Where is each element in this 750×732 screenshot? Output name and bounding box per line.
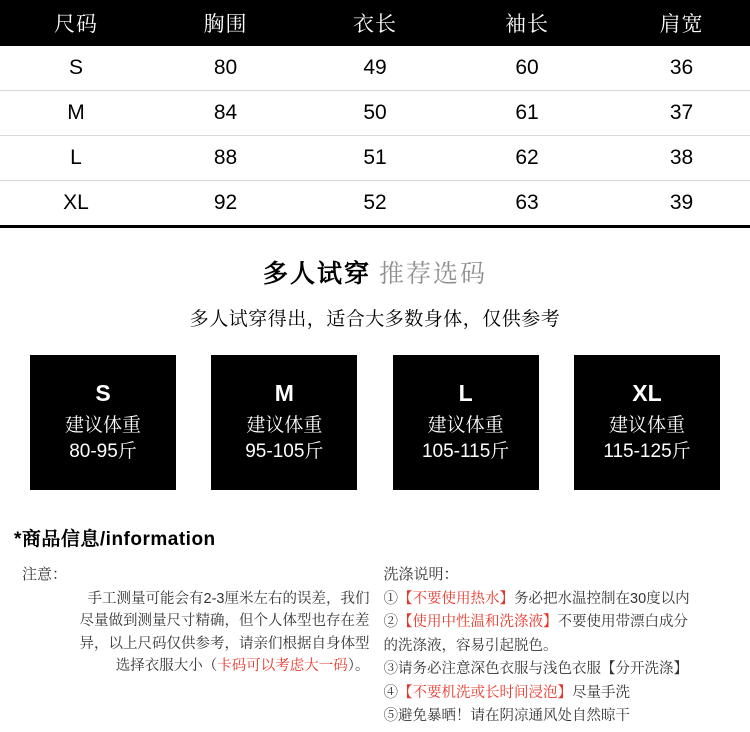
recommend-card-l xyxy=(393,355,539,490)
card-weight-label: 建议体重 xyxy=(246,414,323,436)
card-size-label: M xyxy=(274,380,294,407)
product-info-body xyxy=(0,563,750,729)
size-cell: S xyxy=(0,46,152,91)
size-cell: 60 xyxy=(451,46,603,91)
size-cell: 61 xyxy=(451,91,603,136)
size-table xyxy=(0,0,750,228)
card-weight-label: 建议体重 xyxy=(608,414,685,436)
list-item xyxy=(384,611,735,633)
wash-item-text: 避免暴晒！请在阴凉通风处自然晾干 xyxy=(398,708,630,725)
size-cell: 52 xyxy=(299,181,451,227)
table-row xyxy=(0,91,750,136)
notice-column xyxy=(22,563,376,729)
size-cell: XL xyxy=(0,181,152,227)
size-cell: 92 xyxy=(152,181,299,227)
wash-item-text: 尽量手洗 xyxy=(572,684,630,701)
list-item xyxy=(384,705,735,727)
size-cell: 36 xyxy=(603,46,750,91)
wash-item-text: 务必把水温控制在30度以内 xyxy=(514,591,690,607)
size-table-header-cell: 袖长 xyxy=(451,0,603,46)
wash-item-number: ⑤ xyxy=(383,708,398,725)
recommend-card-xl xyxy=(574,355,720,490)
recommend-title xyxy=(0,254,750,290)
size-cell: 84 xyxy=(152,91,299,136)
size-cell: 88 xyxy=(152,136,299,181)
notice-line-4 xyxy=(22,655,370,677)
recommend-subtitle: 多人试穿得出，适合大多数身体，仅供参考 xyxy=(189,309,561,330)
card-size-label: L xyxy=(458,380,473,407)
list-item xyxy=(384,588,735,610)
table-row xyxy=(0,181,750,227)
size-table-header-cell: 尺码 xyxy=(0,0,152,46)
product-info-header: *商品信息/information xyxy=(14,529,216,550)
list-item xyxy=(384,682,735,704)
size-cell: 49 xyxy=(299,46,451,91)
card-size-label: XL xyxy=(632,380,662,407)
card-weight-label: 建议体重 xyxy=(427,414,504,436)
wash-item-text: 的洗涤液，容易引起脱色。 xyxy=(383,637,558,654)
wash-column xyxy=(376,563,735,729)
notice-line-4-pre: 选择衣服大小（ xyxy=(115,658,218,675)
notice-line-3: 异，以上尺码仅供参考，请亲们根据自身体型 xyxy=(79,635,370,652)
recommend-cards xyxy=(0,355,750,490)
wash-item-text: 不要使用带漂白成分 xyxy=(557,614,688,631)
size-table-header-cell: 肩宽 xyxy=(603,0,750,46)
wash-item-number: ④ xyxy=(383,684,398,701)
wash-item-number: ② xyxy=(383,614,398,631)
wash-instructions xyxy=(384,588,735,728)
list-item xyxy=(384,658,735,680)
size-cell: 62 xyxy=(451,136,603,181)
card-weight-value: 115-125斤 xyxy=(603,441,691,463)
card-weight-value: 80-95斤 xyxy=(69,441,137,463)
size-table-header-row xyxy=(0,0,750,46)
size-cell: 39 xyxy=(603,181,750,227)
recommend-card-m xyxy=(211,355,357,490)
notice-title: 注意： xyxy=(22,566,68,583)
wash-item-highlight: 【使用中性温和洗涤液】 xyxy=(398,614,558,631)
recommend-title-strong: 多人试穿 xyxy=(262,260,371,288)
recommend-card-s xyxy=(30,355,176,490)
notice-line-4-post: ）。 xyxy=(347,658,370,675)
list-item xyxy=(384,635,735,657)
size-cell: 80 xyxy=(152,46,299,91)
card-weight-value: 95-105斤 xyxy=(245,441,324,463)
wash-item-highlight: 【不要机洗或长时间浸泡】 xyxy=(398,684,572,701)
size-table-header-cell: 胸围 xyxy=(152,0,299,46)
card-weight-label: 建议体重 xyxy=(64,414,141,436)
size-cell: 50 xyxy=(299,91,451,136)
size-cell: 51 xyxy=(299,136,451,181)
size-cell: L xyxy=(0,136,152,181)
size-cell: 63 xyxy=(451,181,603,227)
notice-line-1: 手工测量可能会有2-3厘米左右的误差，我们 xyxy=(87,591,370,607)
notice-line-2: 尽量做到测量尺寸精确，但个人体型也存在差 xyxy=(79,613,370,630)
table-row xyxy=(0,46,750,91)
table-row xyxy=(0,136,750,181)
size-cell: M xyxy=(0,91,152,136)
size-cell: 37 xyxy=(603,91,750,136)
recommend-title-light: 推荐选码 xyxy=(379,260,488,288)
wash-item-number: ① xyxy=(383,591,398,607)
wash-item-highlight: 【不要使用热水】 xyxy=(398,591,514,607)
wash-item-number: ③ xyxy=(383,661,398,678)
size-table-header-cell: 衣长 xyxy=(299,0,451,46)
card-weight-value: 105-115斤 xyxy=(421,441,510,463)
wash-item-text: 请务必注意深色衣服与浅色衣服【分开洗涤】 xyxy=(398,661,688,678)
notice-line-4-highlight: 卡码可以考虑大一码 xyxy=(217,658,348,675)
notice-text xyxy=(22,588,376,678)
wash-title: 洗涤说明： xyxy=(383,566,459,583)
size-cell: 38 xyxy=(603,136,750,181)
card-size-label: S xyxy=(95,380,111,407)
